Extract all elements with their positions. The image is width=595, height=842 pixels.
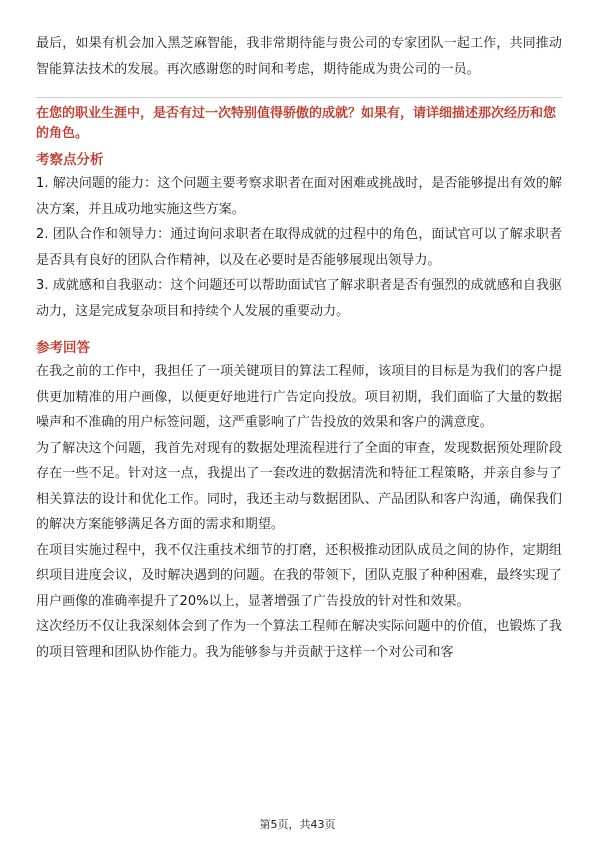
answer-paragraph: 为了解决这个问题，我首先对现有的数据处理流程进行了全面的审查，发现数据预处理阶段存在一些不足。针对这一点，我提出了一套改进的数据清洗和特征工程策略，并亲自参与了相关算法的设计和优化工作。同时，我还主动与数据团队、产品团队和客户沟通，确保我们的解决方案能够满足各方面的需求和期望。 bbox=[36, 440, 562, 532]
page-number: 第5页，共43页 bbox=[259, 818, 336, 831]
intro-paragraph: 最后，如果有机会加入黑芝麻智能，我非常期待能与贵公司的专家团队一起工作，共同推动智能算法技术的发展。再次感谢您的时间和考虑，期待能成为贵公司的一员。 bbox=[36, 36, 562, 77]
analysis-point: 2. 团队合作和领导力：通过询问求职者在取得成就的过程中的角色，面试官可以了解求职者是否具有良好的团队合作精神，以及在必要时是否能够展现出领导力。 bbox=[36, 227, 562, 268]
analysis-point: 1. 解决问题的能力：这个问题主要考察求职者在面对困难或挑战时，是否能够提出有效的解决方案，并且成功地实施这些方案。 bbox=[36, 176, 562, 217]
answer-paragraph: 在项目实施过程中，我不仅注重技术细节的打磨，还积极推动团队成员之间的协作，定期组织项目进度会议，及时解决遇到的问题。在我的带领下，团队克服了种种困难，最终实现了用户画像的准确率提升了20%以上，显著增强了广告投放的针对性和效果。 bbox=[36, 542, 562, 609]
answer-paragraph: 这次经历不仅让我深刻体会到了作为一个算法工程师在解决实际问题中的价值，也锻炼了我的项目管理和团队协作能力。我为能够参与并贡献于这样一个对公司和客 bbox=[36, 619, 562, 660]
interview-question: 在您的职业生涯中，是否有过一次特别值得骄傲的成就？如果有，请详细描述那次经历和您的角色。 bbox=[36, 106, 557, 141]
answer-paragraph: 在我之前的工作中，我担任了一项关键项目的算法工程师，该项目的目标是为我们的客户提供更加精准的用户画像，以便更好地进行广告定向投放。项目初期，我们面临了大量的数据噪声和不准确的用户标签问题，这严重影响了广告投放的效果和客户的满意度。 bbox=[36, 364, 562, 430]
analysis-point: 3. 成就感和自我驱动：这个问题还可以帮助面试官了解求职者是否有强烈的成就感和自我驱动力，这是完成复杂项目和持续个人发展的重要动力。 bbox=[36, 278, 562, 319]
section-divider bbox=[36, 97, 562, 98]
document-page bbox=[36, 31, 562, 665]
analysis-heading: 考察点分析 bbox=[36, 152, 104, 168]
answer-heading: 参考回答 bbox=[36, 340, 90, 356]
